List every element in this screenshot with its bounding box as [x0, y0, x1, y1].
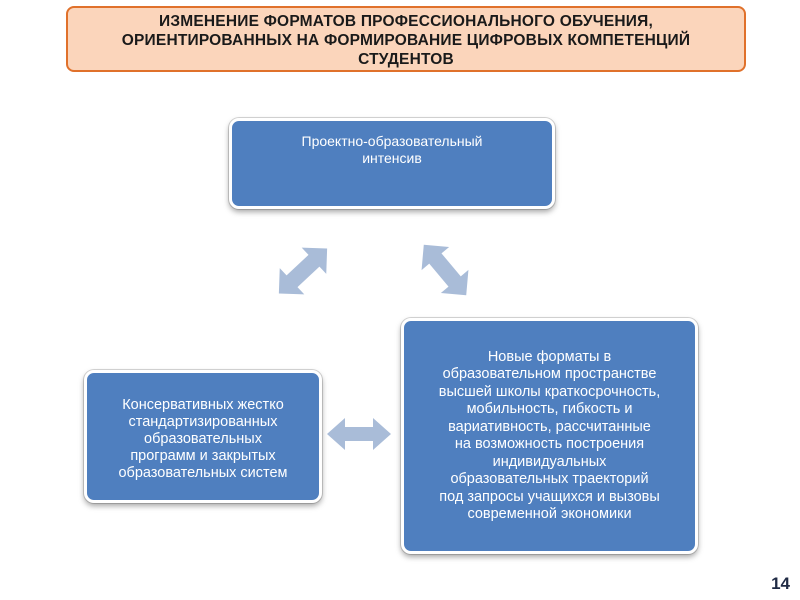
double-arrow-top-right-icon — [410, 233, 480, 307]
node-conservative-programs-label: Консервативных жестко стандартизированных образовательных программ и закрытых образовательных систем — [118, 397, 288, 481]
slide-title-line-2: ОРИЕНТИРОВАННЫХ НА ФОРМИРОВАНИЕ ЦИФРОВЫХ КОМПЕТЕНЦИЙ — [121, 31, 691, 49]
node-new-formats-label: Новые форматы в образовательном пространстве высшей школы краткосрочность, мобильность, гибкость и вариативность, рассчитанные на возможность построения индивидуальных образовательных траекторий под запросы учащихся и вызовы современной экономики — [438, 348, 661, 522]
double-arrow-top-left-icon — [267, 235, 340, 306]
slide-title-line-3: СТУДЕНТОВ — [358, 50, 454, 68]
slide-title-box — [66, 6, 746, 72]
node-project-intensive-label: Проектно-образовательный интенсив — [301, 132, 483, 166]
node-new-formats — [401, 318, 698, 554]
slide-title-line-1: ИЗМЕНЕНИЕ ФОРМАТОВ ПРОФЕССИОНАЛЬНОГО ОБУЧЕНИЯ, — [159, 12, 653, 30]
slide-title — [122, 12, 690, 69]
page-number: 14 — [771, 574, 790, 593]
node-conservative-programs — [84, 370, 322, 503]
node-project-intensive — [229, 118, 555, 209]
double-arrow-horizontal-icon — [327, 418, 391, 450]
